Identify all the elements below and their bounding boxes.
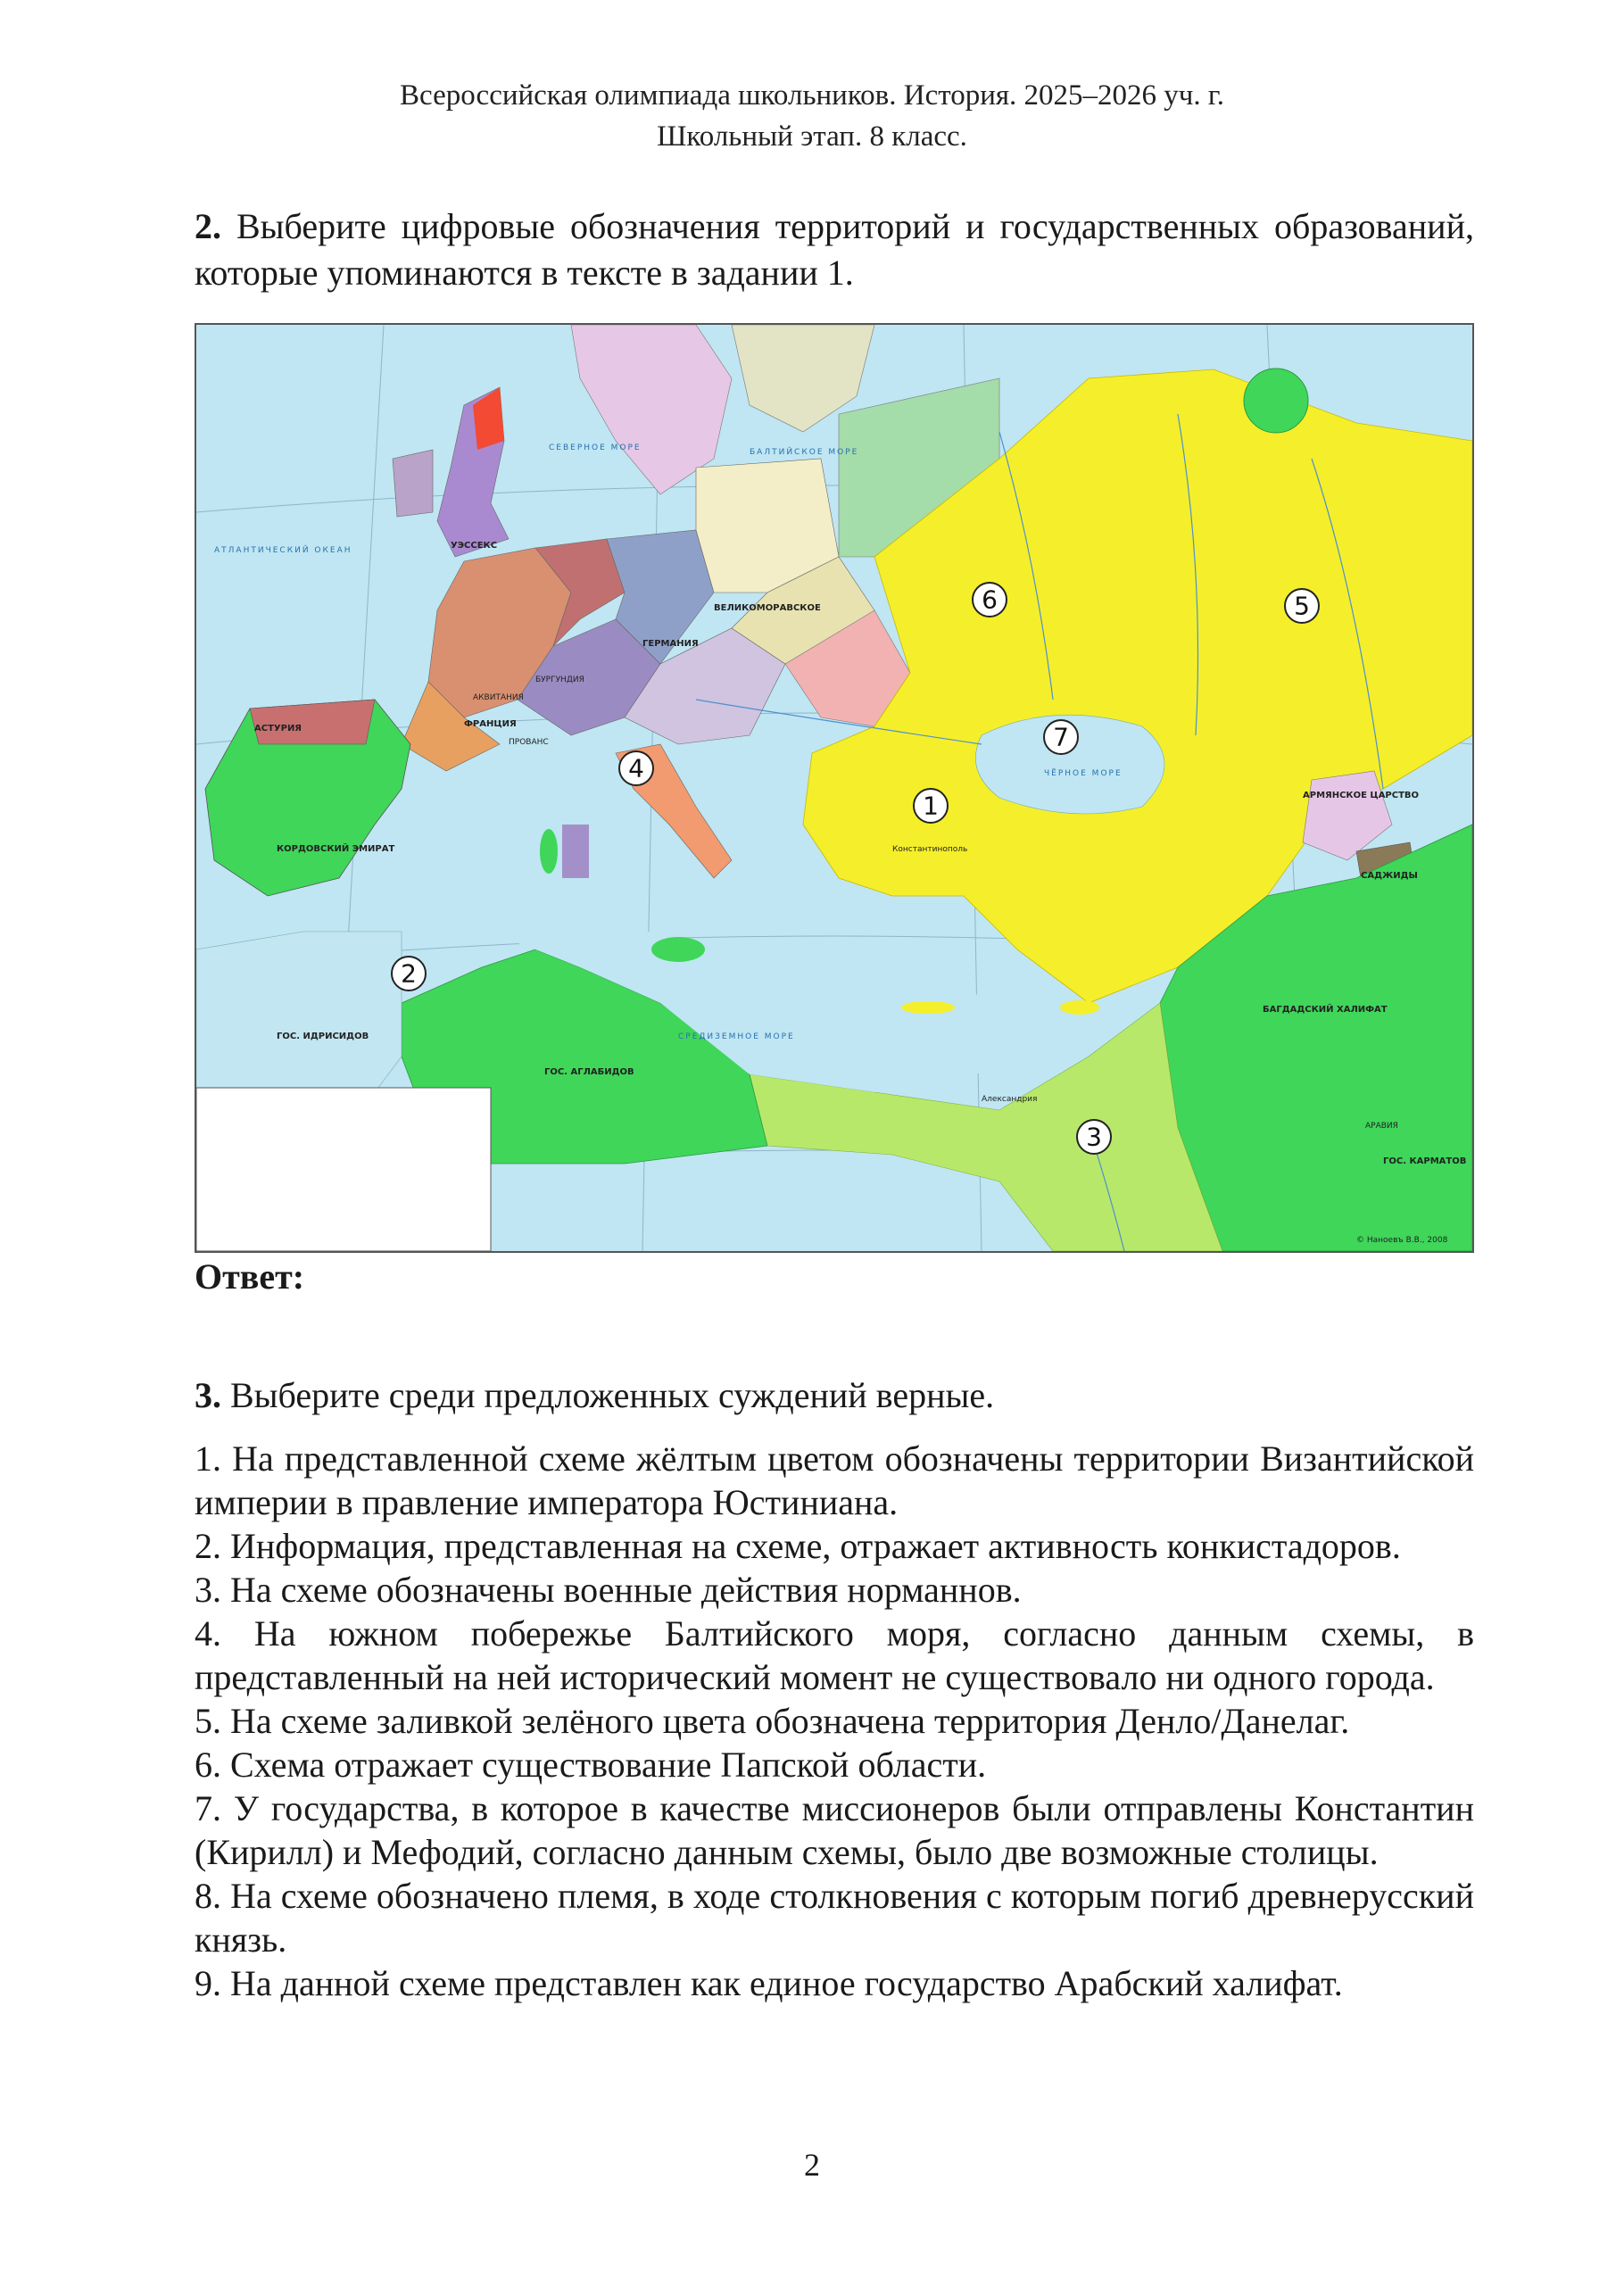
header-line-2: Школьный этап. 8 класс.: [657, 120, 967, 153]
statement-7: 7. У государства, в которое в качестве миссионеров были отправлены Константин (Кирилл) и Мефодий, согласно данным схемы, было две возможные столицы.: [195, 1788, 1474, 1872]
label-provence: ПРОВАНС: [509, 738, 549, 747]
svg-text:6: 6: [982, 584, 998, 615]
question-3: [195, 1372, 1474, 1419]
statement-6: 6. Схема отражает существование Папской области.: [195, 1745, 987, 1785]
map-marker-7: [1044, 720, 1078, 754]
label-cordoba: КОРДОВСКИЙ ЭМИРАТ: [277, 844, 395, 854]
svg-text:3: 3: [1086, 1122, 1102, 1152]
header-line-1: Всероссийская олимпиада школьников. История. 2025–2026 уч. г.: [400, 79, 1224, 112]
label-arabia: АРАВИЯ: [1365, 1122, 1398, 1131]
statement-5: 5. На схеме заливкой зелёного цвета обозначена территория Денло/Данелаг.: [195, 1701, 1350, 1741]
label-constantinople: Константинополь: [892, 845, 968, 854]
label-baltic-sea: БАЛТИЙСКОЕ МОРЕ: [750, 448, 859, 457]
historical-map: [195, 323, 1474, 1253]
statement-8: 8. На схеме обозначено племя, в ходе столкновения с которым погиб древнерусский князь.: [195, 1876, 1474, 1960]
svg-text:7: 7: [1053, 722, 1069, 752]
map-marker-1: [914, 789, 948, 823]
label-asturias: АСТУРИЯ: [254, 724, 302, 734]
label-burgundy: БУРГУНДИЯ: [535, 676, 584, 684]
page-number: 2: [804, 2147, 820, 2183]
label-aquitaine: АКВИТАНИЯ: [473, 693, 524, 702]
label-germany: ГЕРМАНИЯ: [642, 639, 699, 649]
statements-list: [195, 1437, 1474, 2005]
label-karmats: ГОС. КАРМАТОВ: [1383, 1156, 1467, 1166]
label-armenia: АРМЯНСКОЕ ЦАРСТВО: [1303, 791, 1420, 800]
map-marker-2: [392, 957, 426, 991]
map-marker-4: [619, 751, 653, 785]
label-north-sea: СЕВЕРНОЕ МОРЕ: [549, 443, 642, 452]
svg-text:2: 2: [401, 958, 417, 989]
label-copyright: © Наноевъ В.В., 2008: [1356, 1236, 1448, 1245]
page-header: [0, 75, 1624, 157]
statement-9: 9. На данной схеме представлен как единое государство Арабский халифат.: [195, 1963, 1343, 2003]
map-marker-5: [1285, 589, 1319, 623]
map-marker-6: [973, 583, 1007, 617]
svg-text:4: 4: [628, 753, 644, 783]
question-2: [195, 203, 1474, 296]
label-sajids: САДЖИДЫ: [1361, 871, 1418, 881]
statement-3: 3. На схеме обозначены военные действия норманнов.: [195, 1570, 1022, 1610]
statement-2: 2. Информация, представленная на схеме, отражает активность конкистадоров.: [195, 1526, 1401, 1566]
question-3-number: 3.: [195, 1375, 221, 1415]
label-black-sea: ЧЁРНОЕ МОРЕ: [1044, 769, 1123, 778]
svg-text:5: 5: [1294, 591, 1310, 621]
question-3-text: Выберите среди предложенных суждений верные.: [221, 1375, 995, 1415]
label-alexandria: Александрия: [982, 1095, 1038, 1104]
label-aghlabids: ГОС. АГЛАБИДОВ: [544, 1067, 634, 1077]
map-marker-3: [1077, 1120, 1111, 1154]
label-idrisids: ГОС. ИДРИСИДОВ: [277, 1032, 369, 1041]
label-mediterranean: СРЕДИЗЕМНОЕ МОРЕ: [678, 1032, 795, 1041]
statement-1: 1. На представленной схеме жёлтым цветом обозначены территории Византийской империи в правление императора Юстиниана.: [195, 1438, 1474, 1522]
label-atlantic: АТЛАНТИЧЕСКИЙ ОКЕАН: [214, 546, 352, 555]
question-2-number: 2.: [195, 206, 221, 246]
question-2-text: Выберите цифровые обозначения территорий и государственных образований, которые упоминаются в тексте в задании 1.: [195, 206, 1474, 293]
svg-text:1: 1: [923, 791, 939, 821]
label-baghdad: БАГДАДСКИЙ ХАЛИФАТ: [1263, 1005, 1388, 1015]
statement-4: 4. На южном побережье Балтийского моря, согласно данным схемы, в представленный на ней исторический момент не существовало ни одного города.: [195, 1613, 1474, 1697]
label-france: ФРАНЦИЯ: [464, 719, 517, 729]
label-great-moravia: ВЕЛИКОМОРАВСКОЕ: [714, 603, 821, 613]
answer-label: Ответ:: [195, 1256, 305, 1297]
label-wessex: УЭССЕКС: [451, 541, 498, 551]
